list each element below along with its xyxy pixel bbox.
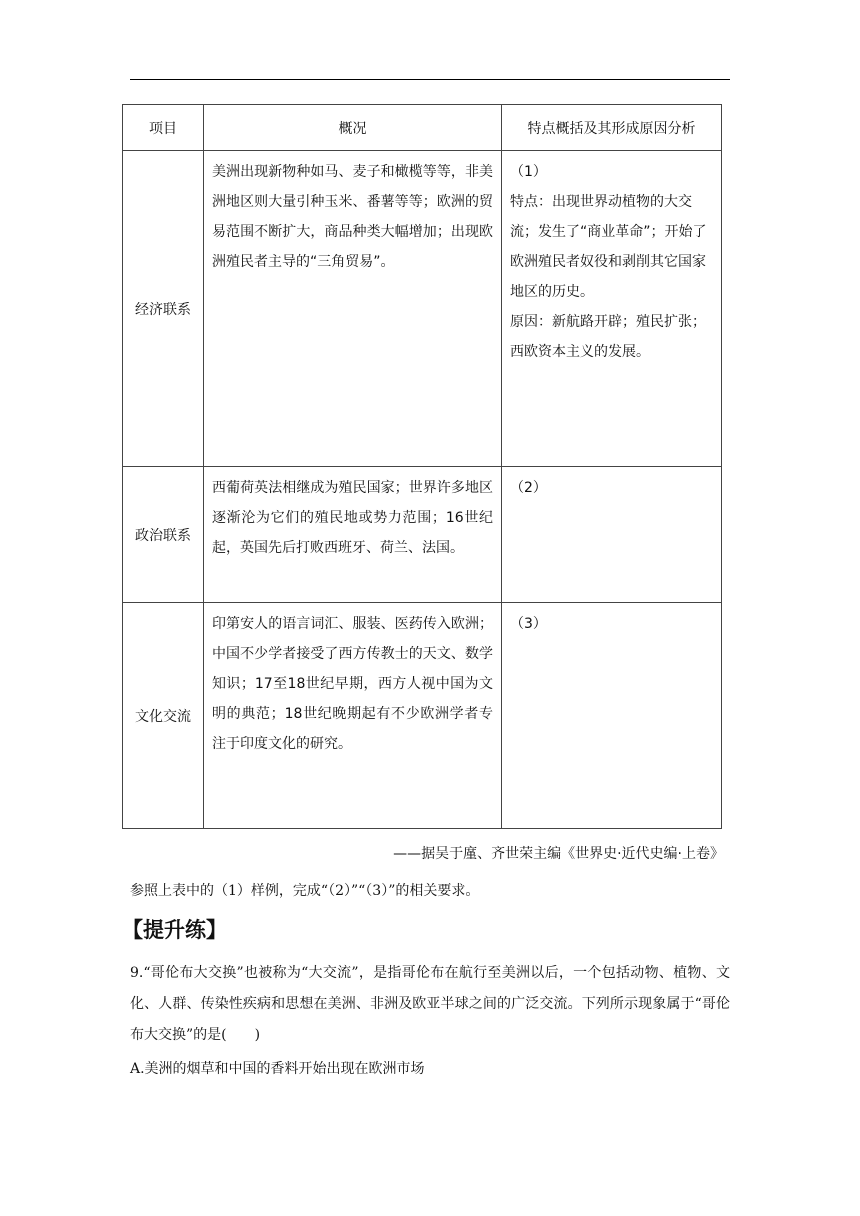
section-heading: 【提升练】 [122,918,227,942]
row-analysis [502,467,722,603]
analysis-number: （1） [510,164,547,180]
analysis-number: （3） [510,616,547,632]
analysis-causes: 原因：新航路开辟；殖民扩张；西欧资本主义的发展。 [510,314,706,360]
header-rule [130,79,730,80]
row-description: 美洲出现新物种如马、麦子和橄榄等等，非美洲地区则大量引种玉米、番薯等等；欧洲的贸易范围不断扩大，商品种类大幅增加；出现欧洲殖民者主导的“三角贸易”。 [204,151,502,467]
row-analysis [502,151,722,467]
header-overview: 概况 [204,105,502,151]
table-row [123,603,722,829]
row-topic: 经济联系 [123,151,204,467]
row-analysis [502,603,722,829]
row-description: 印第安人的语言词汇、服装、医药传入欧洲；中国不少学者接受了西方传教士的天文、数学知识；17至18世纪早期，西方人视中国为文明的典范；18世纪晚期起有不少欧洲学者专注于印度文化的研究。 [204,603,502,829]
table-header-row [123,105,722,151]
question-stem: 9.“哥伦布大交换”也被称为“大交流”，是指哥伦布在航行至美洲以后，一个包括动物、植物、文化、人群、传染性疾病和思想在美洲、非洲及欧亚半球之间的广泛交流。下列所示现象属于“哥伦布大交换”的是( ) [130,965,730,1043]
source-citation: ——据吴于廑、齐世荣主编《世界史·近代史编·上卷》 [393,846,724,862]
instruction-text: 参照上表中的（1）样例，完成“（2）”“（3）”的相关要求。 [130,883,480,899]
analysis-number: （2） [510,480,547,496]
table-row [123,151,722,467]
header-topic: 项目 [123,105,204,151]
header-analysis: 特点概括及其形成原因分析 [502,105,722,151]
row-description: 西葡荷英法相继成为殖民国家；世界许多地区逐渐沦为它们的殖民地或势力范围；16世纪起，英国先后打败西班牙、荷兰、法国。 [204,467,502,603]
table-row [123,467,722,603]
option-a: A.美洲的烟草和中国的香料开始出现在欧洲市场 [130,1061,425,1077]
comparison-table [122,104,722,829]
row-topic: 文化交流 [123,603,204,829]
analysis-features: 特点：出现世界动植物的大交流；发生了“商业革命”；开始了欧洲殖民者奴役和剥削其它国家地区的历史。 [510,194,707,300]
row-topic: 政治联系 [123,467,204,603]
